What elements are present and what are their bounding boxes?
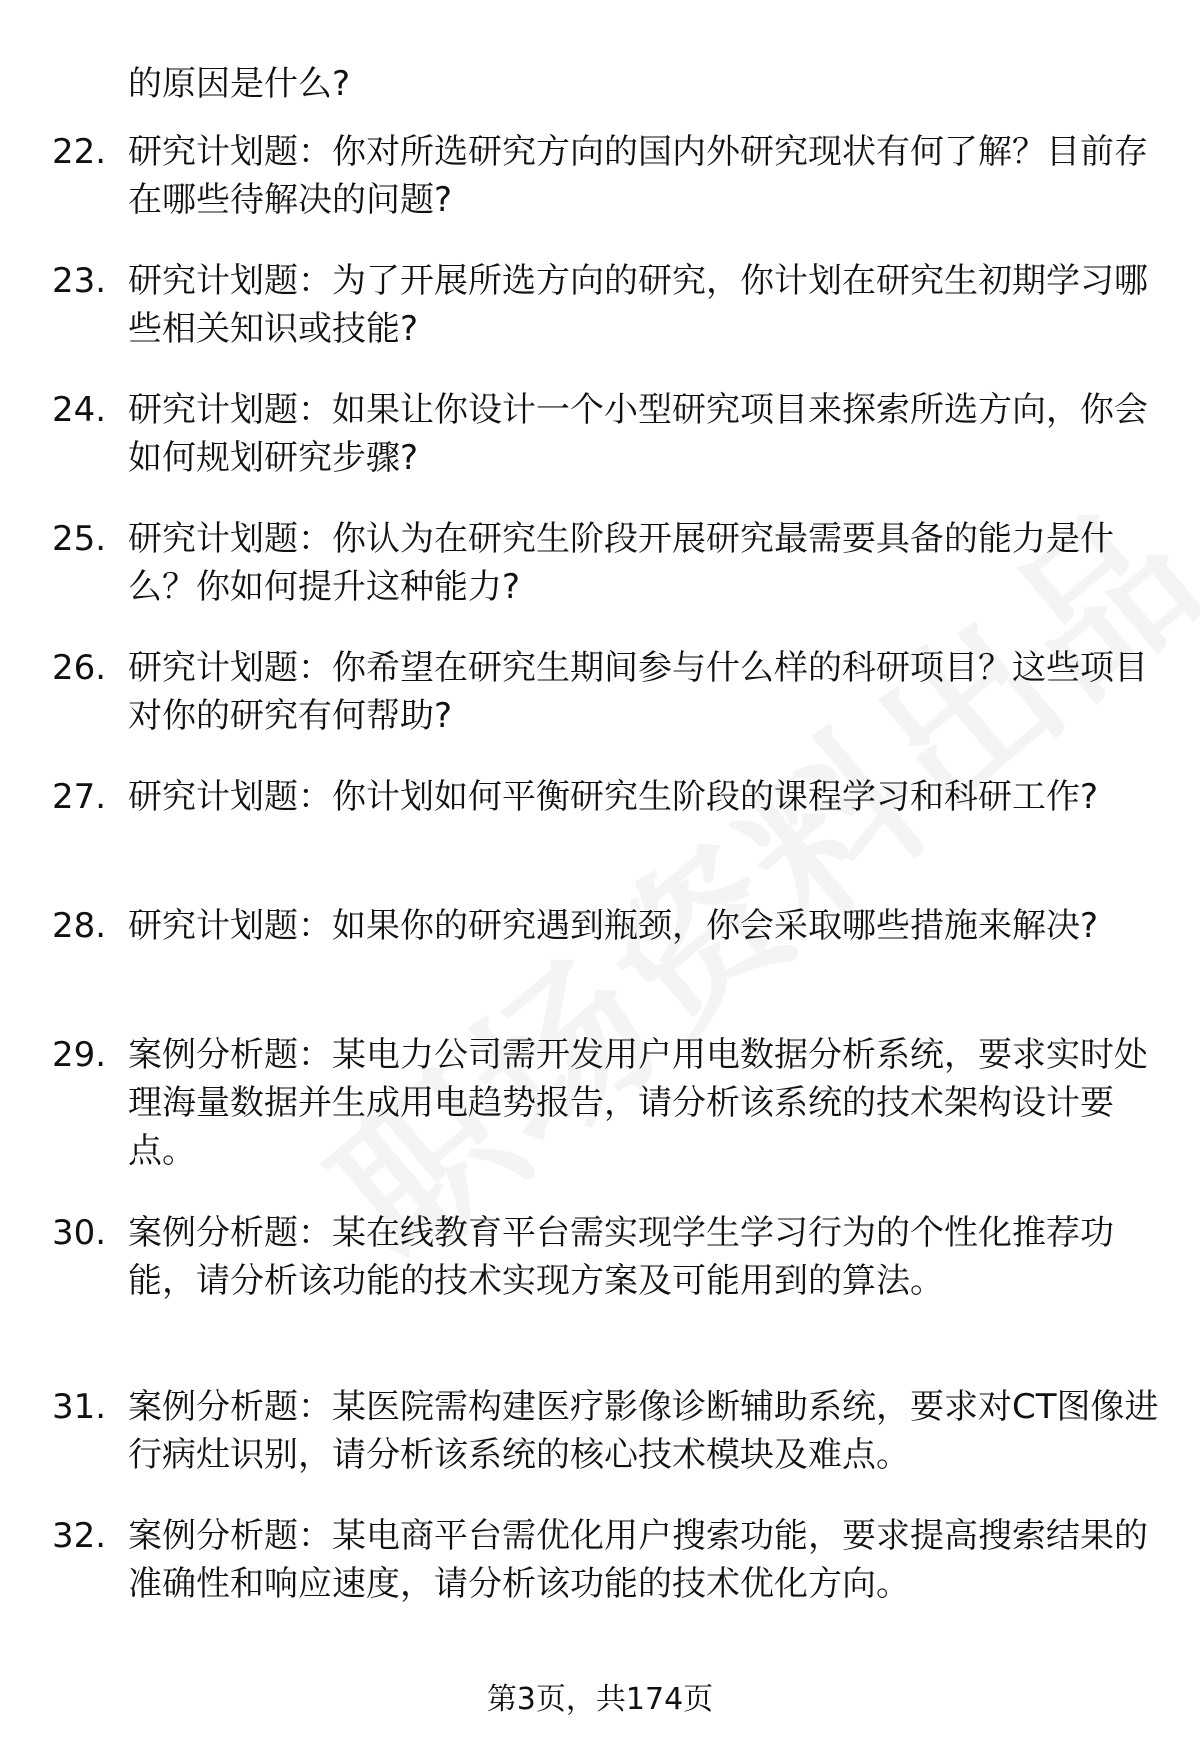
question-text: 研究计划题：如果让你设计一个小型研究项目来探索所选方向，你会如何规划研究步骤? [128,390,1148,478]
question-item [52,386,1162,482]
question-number: 26. [52,648,107,688]
question-item [52,1383,1162,1479]
question-text: 研究计划题：你对所选研究方向的国内外研究现状有何了解？目前存在哪些待解决的问题? [128,132,1148,220]
question-number: 27. [52,777,107,817]
question-text: 研究计划题：你计划如何平衡研究生阶段的课程学习和科研工作? [128,777,1099,817]
question-text: 研究计划题：如果你的研究遇到瓶颈，你会采取哪些措施来解决? [128,906,1099,946]
question-text: 案例分析题：某医院需构建医疗影像诊断辅助系统，要求对CT图像进行病灶识别，请分析该系统的核心技术模块及难点。 [128,1387,1159,1475]
question-text: 案例分析题：某电力公司需开发用户用电数据分析系统，要求实时处理海量数据并生成用电趋势报告，请分析该系统的技术架构设计要点。 [128,1035,1148,1171]
question-text: 案例分析题：某在线教育平台需实现学生学习行为的个性化推荐功能，请分析该功能的技术实现方案及可能用到的算法。 [128,1213,1114,1301]
question-number: 31. [52,1387,107,1427]
question-number: 30. [52,1213,107,1253]
question-number: 32. [52,1516,107,1556]
question-text: 研究计划题：你认为在研究生阶段开展研究最需要具备的能力是什么？你如何提升这种能力? [128,519,1114,607]
question-item [52,128,1162,224]
question-item [52,1031,1162,1175]
question-number: 22. [52,132,107,172]
question-number: 24. [52,390,107,430]
question-number: 25. [52,519,107,559]
question-text: 研究计划题：为了开展所选方向的研究，你计划在研究生初期学习哪些相关知识或技能? [128,261,1148,349]
question-number: 29. [52,1035,107,1075]
question-number: 23. [52,261,107,301]
question-text: 研究计划题：你希望在研究生期间参与什么样的科研项目？这些项目对你的研究有何帮助? [128,648,1148,736]
question-item [52,1512,1162,1608]
page-footer: 第3页，共174页 [486,1682,714,1717]
question-text: 案例分析题：某电商平台需优化用户搜索功能，要求提高搜索结果的准确性和响应速度，请分析该功能的技术优化方向。 [128,1516,1148,1604]
question-item [52,773,1162,821]
question-item [52,1209,1162,1305]
question-item [52,902,1162,950]
question-item [52,515,1162,611]
question-item [52,257,1162,353]
question-number: 28. [52,906,107,946]
question-item [52,644,1162,740]
continuation-text: 的原因是什么? [128,64,351,104]
